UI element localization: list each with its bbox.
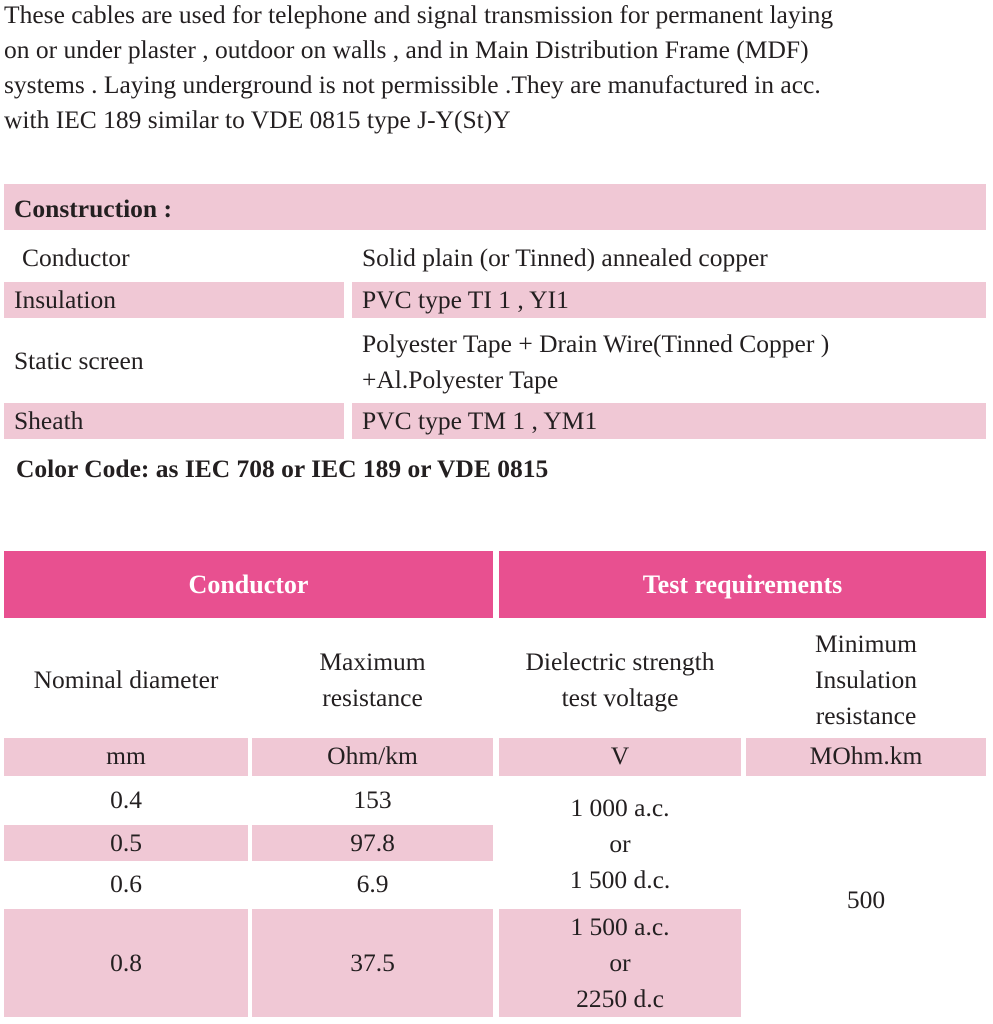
unit-cell: V bbox=[499, 738, 741, 776]
construction-value: PVC type TM 1 , YM1 bbox=[362, 406, 598, 435]
resistance-cell: 153 bbox=[353, 785, 392, 814]
intro-line: systems . Laying underground is not permissible .They are manufactured in acc. bbox=[4, 70, 821, 99]
column-header: Nominal diameter bbox=[33, 665, 219, 694]
intro-paragraph bbox=[4, 0, 989, 137]
unit-cell: mm bbox=[4, 738, 248, 776]
intro-line: on or under plaster , outdoor on walls , and in Main Distribution Frame (MDF) bbox=[4, 35, 809, 64]
column-header: Minimum Insulation resistance bbox=[814, 629, 917, 730]
resistance-cell: 97.8 bbox=[252, 825, 493, 861]
unit-cell: MOhm.km bbox=[746, 738, 986, 776]
construction-value: Solid plain (or Tinned) annealed copper bbox=[362, 243, 768, 272]
diameter-cell: 0.5 bbox=[4, 825, 248, 861]
construction-label: Conductor bbox=[22, 243, 130, 272]
construction-label: Sheath bbox=[14, 406, 84, 435]
unit-cell: Ohm/km bbox=[252, 738, 493, 776]
resistance-cell: 37.5 bbox=[252, 909, 493, 1017]
diameter-cell: 0.4 bbox=[110, 785, 142, 814]
column-header: Maximum resistance bbox=[319, 647, 426, 712]
construction-heading: Construction : bbox=[14, 194, 172, 223]
construction-value: PVC type TI 1 , YI1 bbox=[362, 285, 569, 314]
diameter-cell: 0.6 bbox=[110, 869, 142, 898]
column-header: Dielectric strength test voltage bbox=[525, 647, 715, 712]
intro-line: These cables are used for telephone and signal transmission for permanent laying bbox=[4, 0, 834, 29]
diameter-cell: 0.8 bbox=[4, 909, 248, 1017]
insulation-resistance-cell: 500 bbox=[846, 885, 886, 914]
construction-label: Static screen bbox=[14, 346, 144, 375]
table-group-header: Test requirements bbox=[499, 551, 986, 618]
color-code-note: Color Code: as IEC 708 or IEC 189 or VDE 0815 bbox=[16, 454, 549, 483]
voltage-cell: 1 000 a.c. or 1 500 d.c. bbox=[569, 793, 671, 894]
table-group-header: Conductor bbox=[4, 551, 493, 618]
voltage-cell: 1 500 a.c. or 2250 d.c bbox=[499, 909, 741, 1017]
construction-label: Insulation bbox=[14, 285, 116, 314]
resistance-cell: 6.9 bbox=[356, 869, 389, 898]
intro-line: with IEC 189 similar to VDE 0815 type J-Y(St)Y bbox=[4, 105, 511, 134]
construction-value: Polyester Tape + Drain Wire(Tinned Copper ) +Al.Polyester Tape bbox=[362, 329, 830, 394]
